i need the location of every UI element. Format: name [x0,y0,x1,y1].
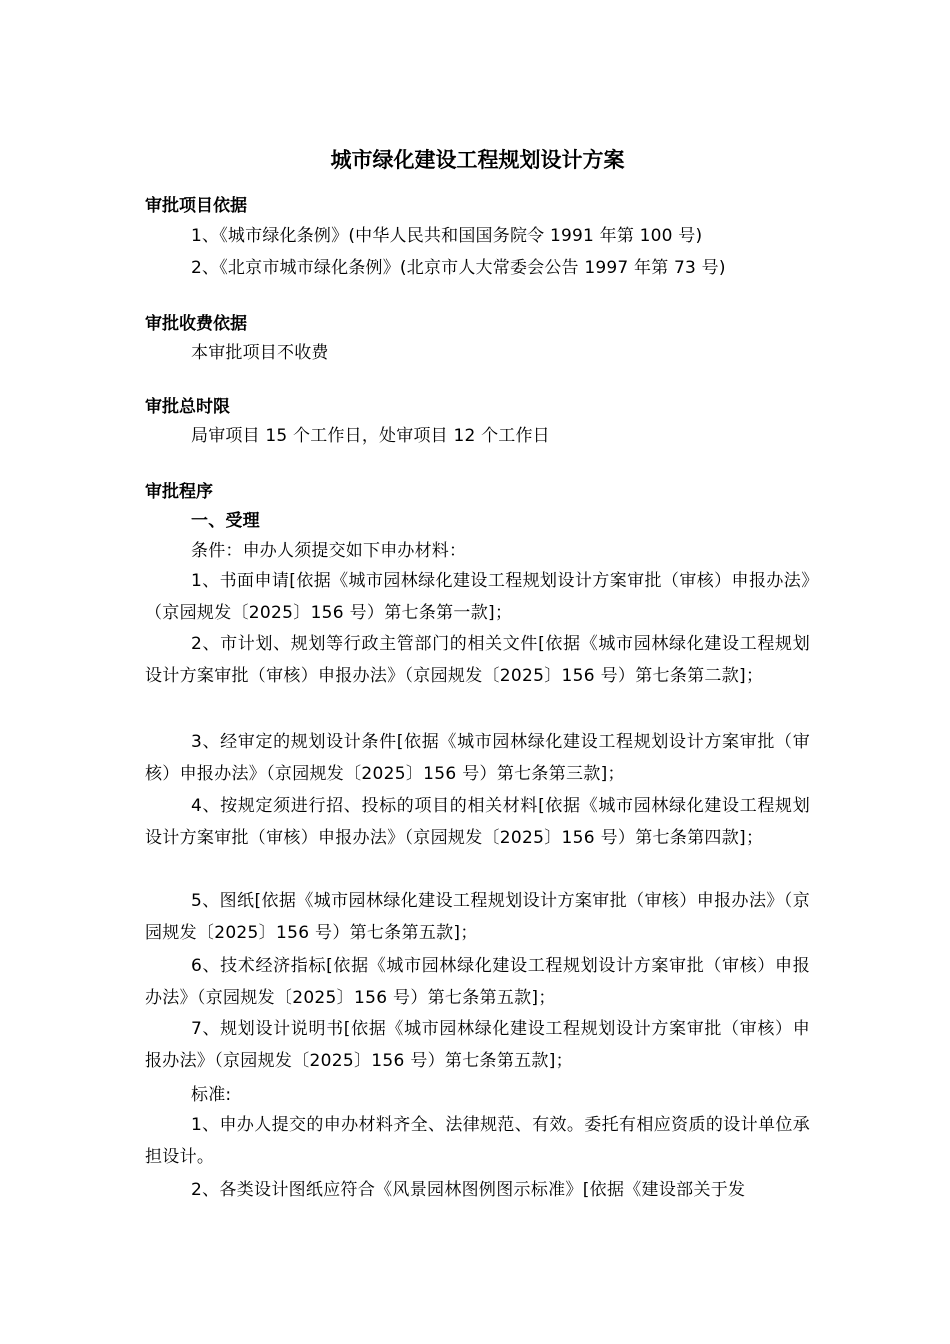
section-heading-procedure: 审批程序 [145,482,213,502]
document-title: 城市绿化建设工程规划设计方案 [330,148,625,172]
procedure-step-one: 一、受理 [191,511,260,531]
condition-intro: 条件：申办人须提交如下申办材料： [191,541,467,561]
material-item-3: 3、经审定的规划设计条件[依据《城市园林绿化建设工程规划设计方案审批（审核）申报办法》（京园规发〔2025〕156 号）第七条第三款]； [145,732,810,784]
material-item-7: 7、规划设计说明书[依据《城市园林绿化建设工程规划设计方案审批（审核）申报办法》（京园规发〔2025〕156 号）第七条第五款]； [145,1019,810,1071]
material-item-6: 6、技术经济指标[依据《城市园林绿化建设工程规划设计方案审批（审核）申报办法》（京园规发〔2025〕156 号）第七条第五款]； [145,956,810,1008]
section-heading-fee: 审批收费依据 [145,314,247,334]
fee-text: 本审批项目不收费 [191,343,329,363]
section-heading-basis: 审批项目依据 [145,196,247,216]
basis-item-2: 2、《北京市城市绿化条例》(北京市人大常委会公告 1997 年第 73 号) [191,258,726,278]
standard-item-1: 1、申办人提交的申办材料齐全、法律规范、有效。委托有相应资质的设计单位承担设计。 [145,1115,810,1167]
material-item-5: 5、图纸[依据《城市园林绿化建设工程规划设计方案审批（审核）申报办法》（京园规发〔2025〕156 号）第七条第五款]； [145,891,810,943]
material-item-1: 1、书面申请[依据《城市园林绿化建设工程规划设计方案审批（审核）申报办法》（京园规发〔2025〕156 号）第七条第一款]； [145,571,810,623]
material-item-4: 4、按规定须进行招、投标的项目的相关材料[依据《城市园林绿化建设工程规划设计方案审批（审核）申报办法》（京园规发〔2025〕156 号）第七条第四款]； [145,796,810,848]
basis-item-1: 1、《城市绿化条例》(中华人民共和国国务院令 1991 年第 100 号) [191,226,703,246]
standard-label: 标准: [191,1085,232,1105]
standard-item-2: 2、各类设计图纸应符合《风景园林图例图示标准》[依据《建设部关于发 [191,1180,746,1200]
section-heading-time-limit: 审批总时限 [145,397,230,417]
material-item-2: 2、市计划、规划等行政主管部门的相关文件[依据《城市园林绿化建设工程规划设计方案审批（审核）申报办法》（京园规发〔2025〕156 号）第七条第二款]； [145,634,810,686]
time-limit-text: 局审项目 15 个工作日，处审项目 12 个工作日 [191,426,550,446]
